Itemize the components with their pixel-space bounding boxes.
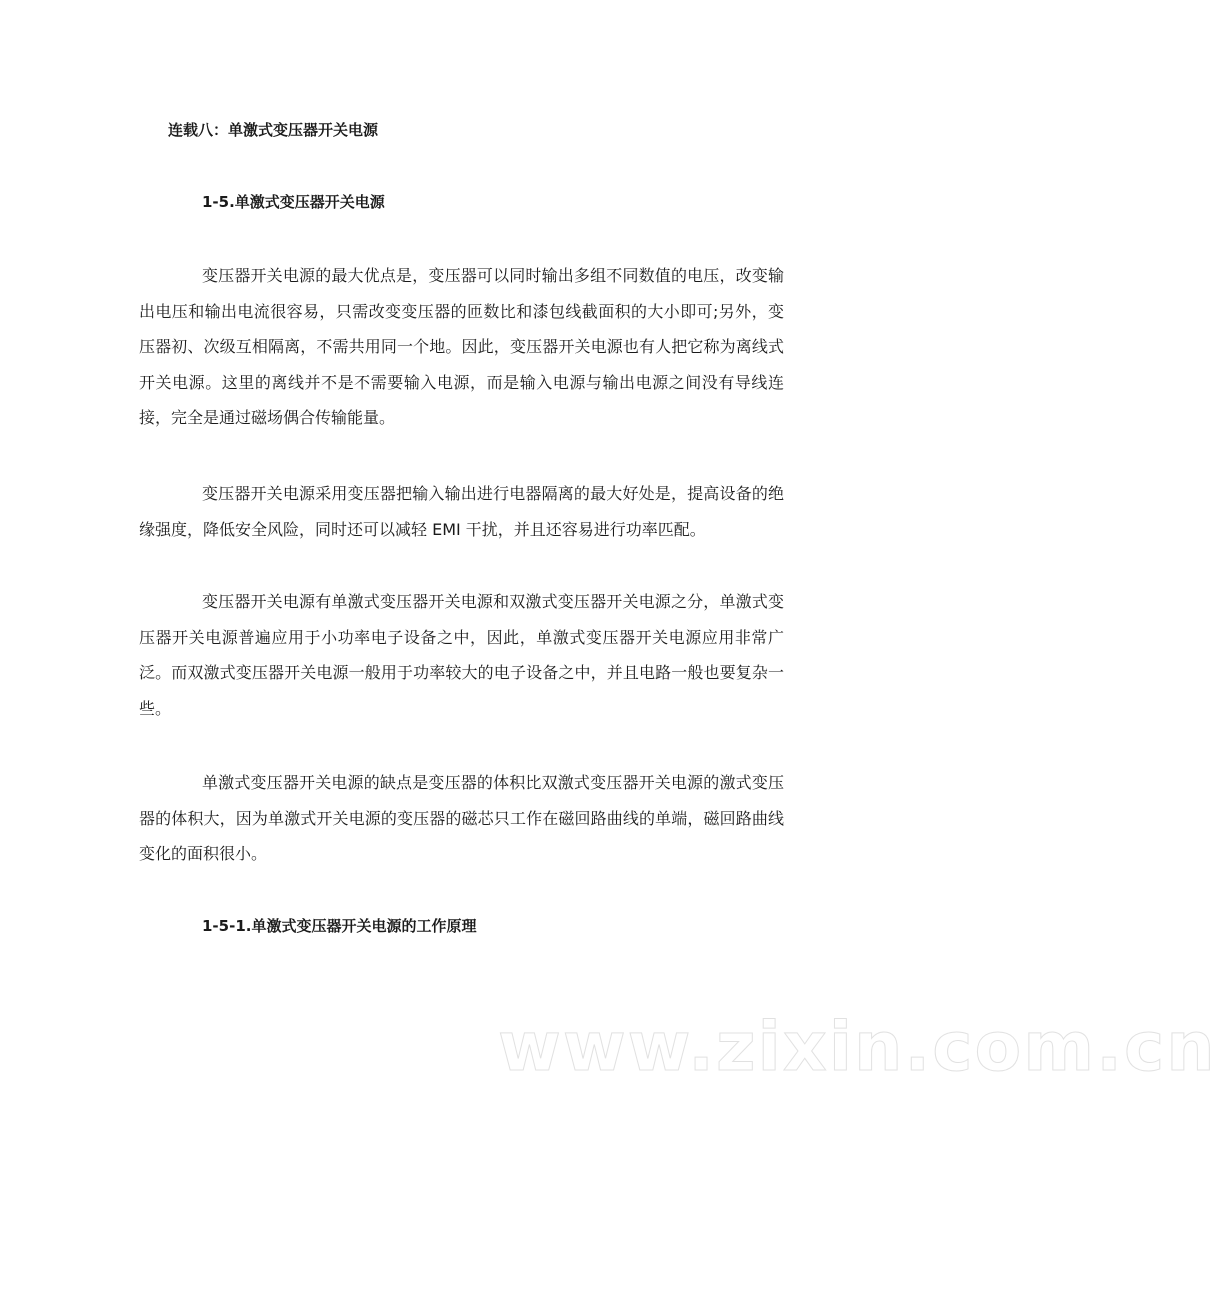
- subsection-title: 1-5-1.单激式变压器开关电源的工作原理: [202, 917, 477, 935]
- watermark: www.zixin.com.cn: [498, 1008, 1217, 1087]
- paragraph-isolation-benefits: 变压器开关电源采用变压器把输入输出进行电器隔离的最大好处是，提高设备的绝缘强度，降低安全风险，同时还可以减轻 EMI 干扰，并且还容易进行功率匹配。: [139, 484, 784, 539]
- series-title: 连载八：单激式变压器开关电源: [168, 121, 379, 139]
- paragraph-types: 变压器开关电源有单激式变压器开关电源和双激式变压器开关电源之分，单激式变压器开关电源普遍应用于小功率电子设备之中，因此，单激式变压器开关电源应用非常广泛。而双激式变压器开关电源一般用于功率较大的电子设备之中，并且电路一般也要复杂一些。: [139, 592, 784, 718]
- paragraph-advantages: 变压器开关电源的最大优点是，变压器可以同时输出多组不同数值的电压，改变输出电压和输出电流很容易，只需改变变压器的匝数比和漆包线截面积的大小即可;另外，变压器初、次级互相隔离，不需共用同一个地。因此，变压器开关电源也有人把它称为离线式开关电源。这里的离线并不是不需要输入电源，而是输入电源与输出电源之间没有导线连接，完全是通过磁场偶合传输能量。: [139, 266, 784, 427]
- paragraph-disadvantages: 单激式变压器开关电源的缺点是变压器的体积比双激式变压器开关电源的激式变压器的体积大，因为单激式开关电源的变压器的磁芯只工作在磁回路曲线的单端，磁回路曲线变化的面积很小。: [139, 773, 784, 863]
- section-title: 1-5.单激式变压器开关电源: [202, 193, 385, 211]
